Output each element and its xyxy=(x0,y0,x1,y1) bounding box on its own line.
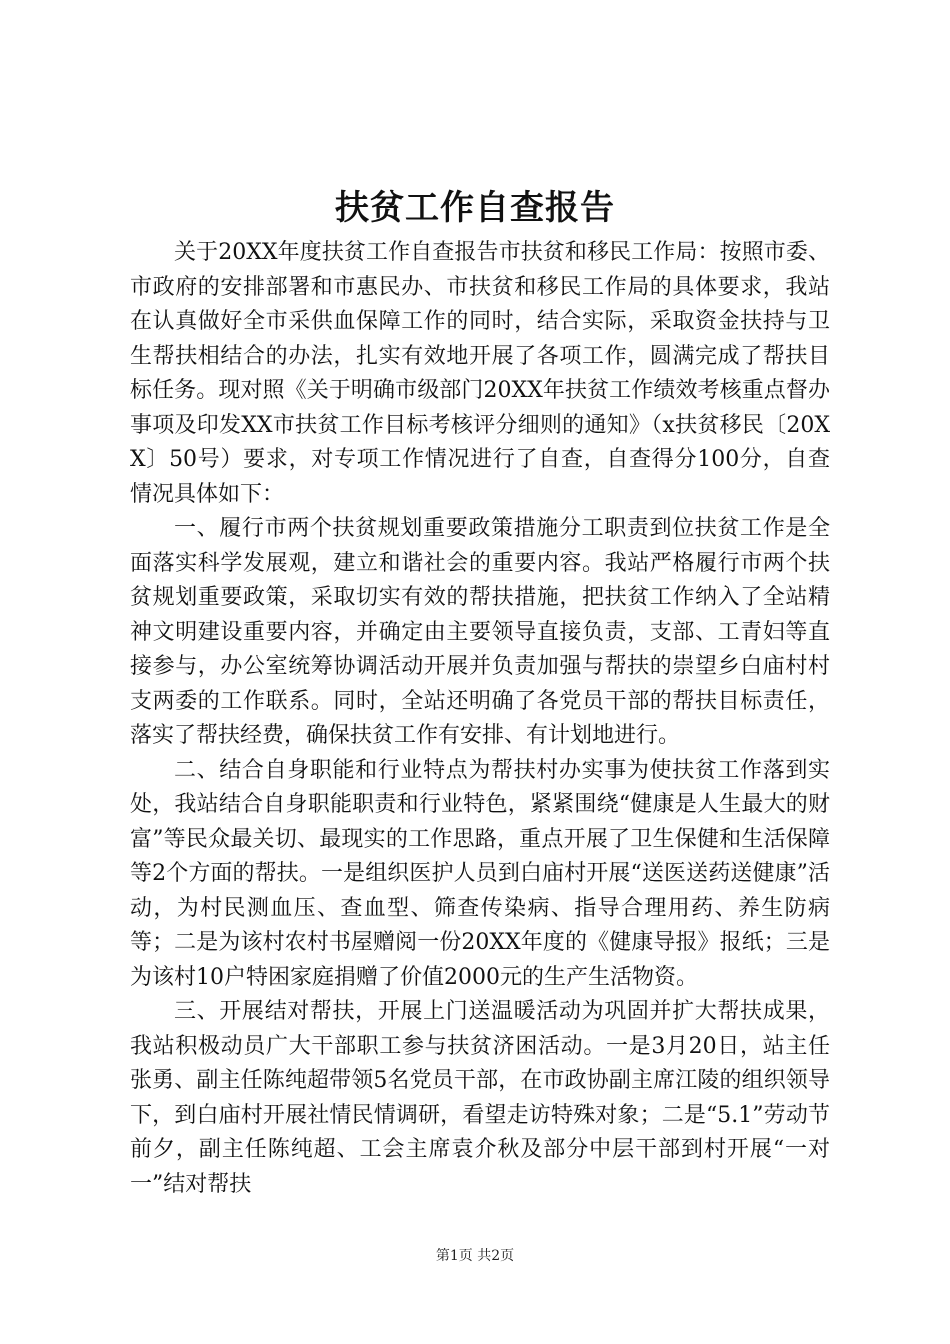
document-title: 扶贫工作自查报告 xyxy=(335,188,615,228)
paragraph-section-1: 一、履行市两个扶贫规划重要政策措施分工职责到位扶贫工作是全面落实科学发展观，建立和谐社会的重要内容。我站严格履行市两个扶贫规划重要政策，采取切实有效的帮扶措施，把扶贫工作纳入了全站精神文明建设重要内容，并确定由主要领导直接负责，支部、工青妇等直接参与，办公室统筹协调活动开展并负责加强与帮扶的崇望乡白庙村村支两委的工作联系。同时，全站还明确了各党员干部的帮扶目标责任，落实了帮扶经费，确保扶贫工作有安排、有计划地进行。 xyxy=(130,516,830,748)
paragraph-section-2: 二、结合自身职能和行业特点为帮扶村办实事为使扶贫工作落到实处，我站结合自身职能职责和行业特色，紧紧围绕“健康是人生最大的财富”等民众最关切、最现实的工作思路，重点开展了卫生保健和生活保障等2个方面的帮扶。一是组织医护人员到白庙村开展“送医送药送健康”活动，为村民测血压、查血型、筛查传染病、指导合理用药、养生防病等；二是为该村农村书屋赠阅一份20XX年度的《健康导报》报纸；三是为该村10户特困家庭捐赠了价值2000元的生产生活物资。 xyxy=(130,757,830,990)
paragraph-section-3: 三、开展结对帮扶，开展上门送温暖活动为巩固并扩大帮扶成果，我站积极动员广大干部职工参与扶贫济困活动。一是3月20日，站主任张勇、副主任陈纯超带领5名党员干部，在市政协副主席江陵的组织领导下，到白庙村开展社情民情调研，看望走访特殊对象；二是“5.1”劳动节前夕，副主任陈纯超、工会主席袁介秋及部分中层干部到村开展“一对一”结对帮扶 xyxy=(130,999,830,1197)
page-number-footer: 第1页 共2页 xyxy=(435,1248,515,1264)
document-body xyxy=(130,236,830,1202)
paragraph-intro: 关于20XX年度扶贫工作自查报告市扶贫和移民工作局：按照市委、市政府的安排部署和市惠民办、市扶贫和移民工作局的具体要求，我站在认真做好全市采供血保障工作的同时，结合实际，采取资金扶持与卫生帮扶相结合的办法，扎实有效地开展了各项工作，圆满完成了帮扶目标任务。现对照《关于明确市级部门20XX年扶贫工作绩效考核重点督办事项及印发XX市扶贫工作目标考核评分细则的通知》（x扶贫移民〔20XX〕50号）要求，对专项工作情况进行了自查，自查得分100分，自查情况具体如下： xyxy=(130,240,830,507)
